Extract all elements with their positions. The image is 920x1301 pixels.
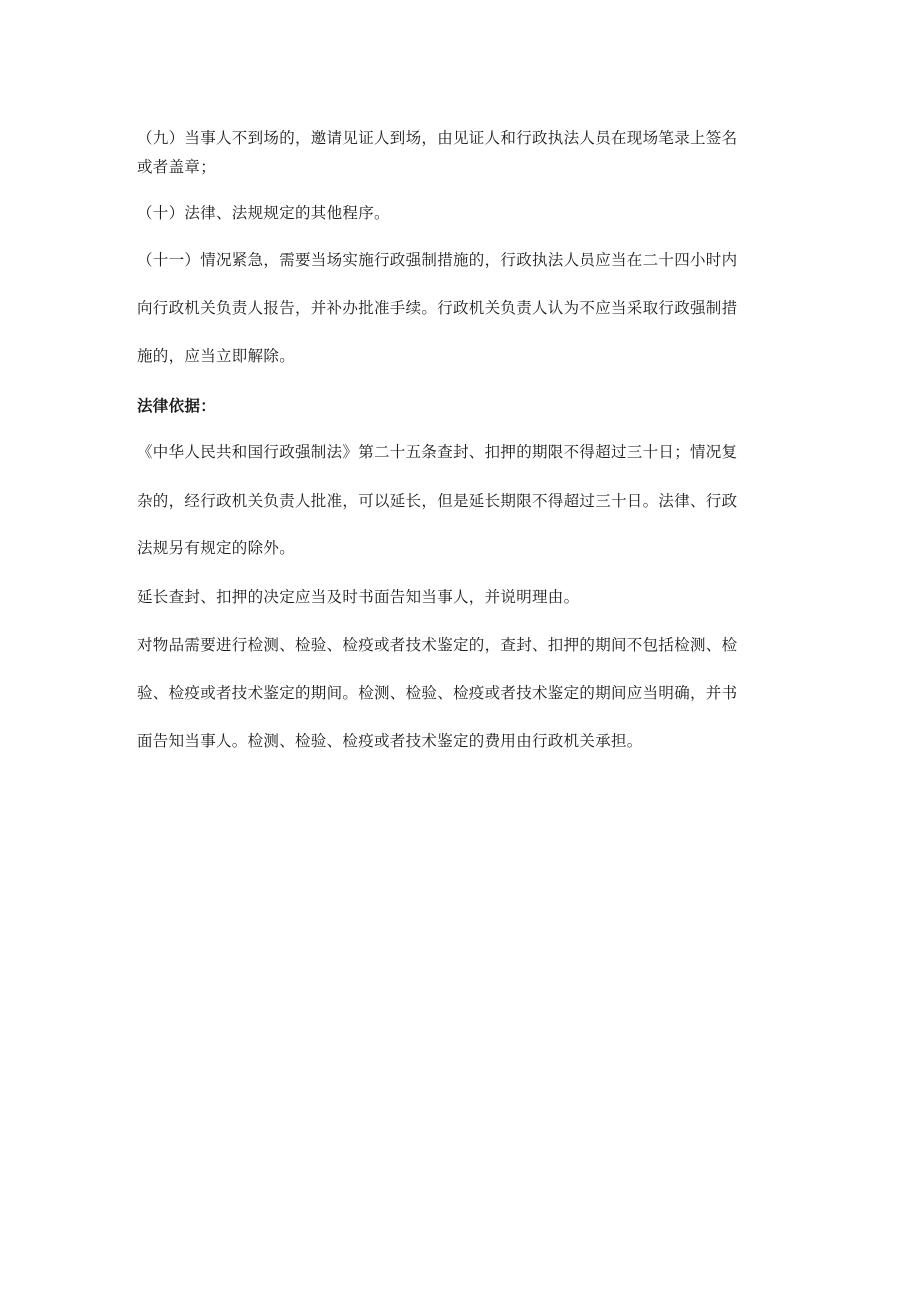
item-11-line-1: （十一）情况紧急，需要当场实施行政强制措施的，行政执法人员应当在二十四小时内	[137, 251, 738, 269]
legal-basis-para-3-line-1: 对物品需要进行检测、检验、检疫或者技术鉴定的，查封、扣押的期间不包括检测、检	[137, 636, 738, 654]
item-9-line-1: （九）当事人不到场的，邀请见证人到场，由见证人和行政执法人员在现场笔录上签名	[137, 129, 738, 147]
legal-basis-para-3-line-2: 验、检疫或者技术鉴定的期间。检测、检验、检疫或者技术鉴定的期间应当明确，并书	[137, 684, 738, 702]
legal-basis-para-1-line-2: 杂的，经行政机关负责人批准，可以延长，但是延长期限不得超过三十日。法律、行政	[137, 492, 738, 510]
legal-basis-heading: 法律依据：	[137, 397, 217, 415]
legal-basis-para-1-line-1: 《中华人民共和国行政强制法》第二十五条查封、扣押的期限不得超过三十日；情况复	[137, 443, 738, 461]
legal-basis-para-1-line-3: 法规另有规定的除外。	[137, 539, 296, 557]
item-11-line-2: 向行政机关负责人报告，并补办批准手续。行政机关负责人认为不应当采取行政强制措	[137, 299, 738, 317]
item-11-line-3: 施的，应当立即解除。	[137, 347, 296, 365]
legal-basis-para-2-line-1: 延长查封、扣押的决定应当及时书面告知当事人，并说明理由。	[137, 588, 580, 606]
item-9-line-2: 或者盖章；	[137, 158, 217, 176]
legal-basis-para-3-line-3: 面告知当事人。检测、检验、检疫或者技术鉴定的费用由行政机关承担。	[137, 732, 643, 750]
item-10-line-1: （十）法律、法规规定的其他程序。	[137, 204, 390, 222]
